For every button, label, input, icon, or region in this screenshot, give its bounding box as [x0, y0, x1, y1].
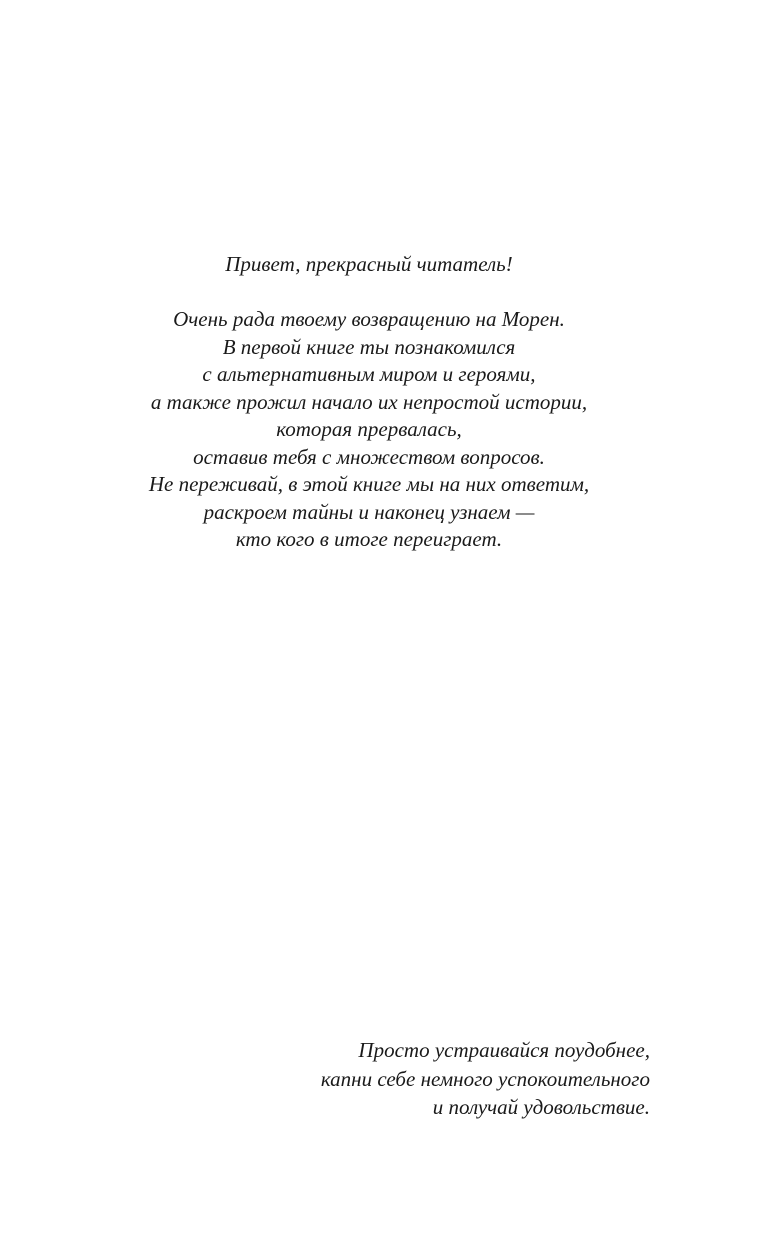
body-line: а также прожил начало их непростой истории, — [150, 389, 588, 414]
greeting-heading: Привет, прекрасный читатель! — [225, 252, 513, 276]
closing-line: капни себе немного успокоительного — [320, 1066, 650, 1091]
body-line: которая прервалась, — [276, 417, 462, 441]
closing-line: и получай удовольствие. — [432, 1095, 650, 1119]
body-line: раскроем тайны и наконец узнаем — — [203, 499, 535, 524]
body-line: Очень рада твоему возвращению на Морен. — [173, 307, 565, 331]
letter-body — [0, 306, 738, 554]
closing-note — [150, 1036, 650, 1122]
body-line: с альтернативным миром и героями, — [202, 362, 536, 386]
closing-line: Просто устраивайся поудобнее, — [358, 1038, 650, 1062]
body-line: Не переживай, в этой книге мы на них ответим, — [148, 472, 590, 496]
body-line: кто кого в итоге переиграет. — [235, 527, 503, 551]
body-line: оставив тебя с множеством вопросов. — [193, 444, 545, 469]
body-line: В первой книге ты познакомился — [222, 334, 516, 359]
